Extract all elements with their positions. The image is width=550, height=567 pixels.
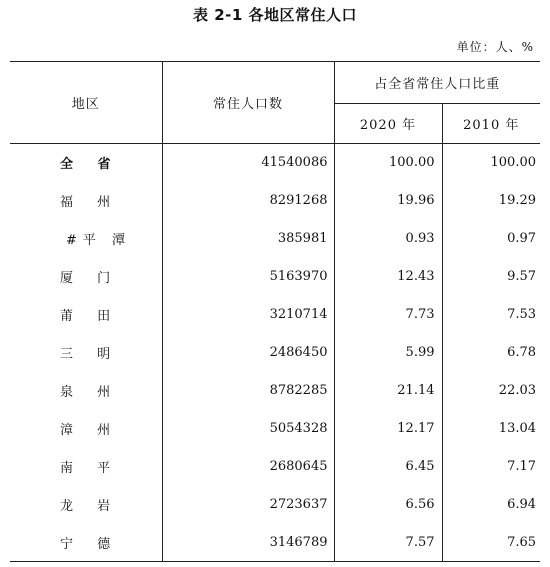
population-cell: 8291268 (162, 182, 334, 220)
share-2010-cell: 13.04 (498, 421, 537, 436)
region-cell: 漳 州 (10, 410, 162, 448)
table-row (10, 486, 540, 524)
share-2010-cell: 19.29 (498, 193, 537, 208)
table-row (10, 410, 540, 448)
share-2010-cell: 100.00 (490, 155, 537, 171)
share-2010-cell: 9.57 (507, 269, 537, 284)
region-cell: 三 明 (10, 334, 162, 372)
table-row (10, 448, 540, 486)
share-2020-cell: 5.99 (334, 334, 442, 372)
population-cell: 5163970 (162, 258, 334, 296)
page-title: 表 2-1 各地区常住人口 (192, 6, 358, 24)
header-year-2020: 2020 年 (334, 104, 442, 144)
region-cell: 南 平 (10, 448, 162, 486)
share-2020-cell: 100.00 (334, 144, 442, 182)
population-cell: 385981 (162, 220, 334, 258)
share-2020-cell: 7.57 (334, 524, 442, 562)
share-2010-cell: 7.65 (442, 524, 540, 562)
table-row (10, 334, 540, 372)
share-2020-cell: 6.45 (334, 448, 442, 486)
region-cell: #平 潭 (10, 220, 162, 258)
region-cell: 莆 田 (10, 296, 162, 334)
table-row (10, 220, 540, 258)
table-row (10, 524, 540, 562)
share-2010-cell: 22.03 (498, 383, 537, 398)
table-row (10, 182, 540, 220)
header-year-2010: 2010 年 (442, 104, 540, 144)
header-region: 地区 (10, 62, 162, 144)
region-cell: 泉 州 (10, 372, 162, 410)
population-cell: 5054328 (162, 410, 334, 448)
population-cell: 8782285 (162, 372, 334, 410)
share-2020-cell: 6.56 (334, 486, 442, 524)
header-share-group: 占全省常住人口比重 (334, 62, 540, 104)
share-2010-cell: 7.17 (507, 459, 537, 474)
share-2020-cell: 7.73 (334, 296, 442, 334)
table-row (10, 296, 540, 334)
share-2010-cell: 6.94 (507, 497, 537, 512)
unit-note: 单位：人、% (456, 40, 534, 54)
region-cell: 福 州 (10, 182, 162, 220)
population-cell: 2723637 (162, 486, 334, 524)
population-cell: 41540086 (162, 144, 334, 182)
share-2020-cell: 0.93 (334, 220, 442, 258)
region-cell: 全 省 (10, 144, 162, 182)
table-row (10, 372, 540, 410)
table-row (10, 258, 540, 296)
share-2010-cell: 7.53 (507, 307, 537, 322)
population-table (10, 61, 540, 562)
region-cell: 宁 德 (10, 524, 162, 562)
population-cell: 3146789 (162, 524, 334, 562)
region-cell: 龙 岩 (10, 486, 162, 524)
share-2020-cell: 19.96 (334, 182, 442, 220)
population-cell: 2680645 (162, 448, 334, 486)
population-cell: 2486450 (162, 334, 334, 372)
table-row (10, 144, 540, 182)
region-cell: 厦 门 (10, 258, 162, 296)
population-cell: 3210714 (162, 296, 334, 334)
share-2020-cell: 12.17 (334, 410, 442, 448)
share-2020-cell: 21.14 (334, 372, 442, 410)
share-2020-cell: 12.43 (334, 258, 442, 296)
share-2010-cell: 6.78 (507, 345, 537, 360)
header-population: 常住人口数 (162, 62, 334, 144)
share-2010-cell: 0.97 (507, 231, 537, 246)
